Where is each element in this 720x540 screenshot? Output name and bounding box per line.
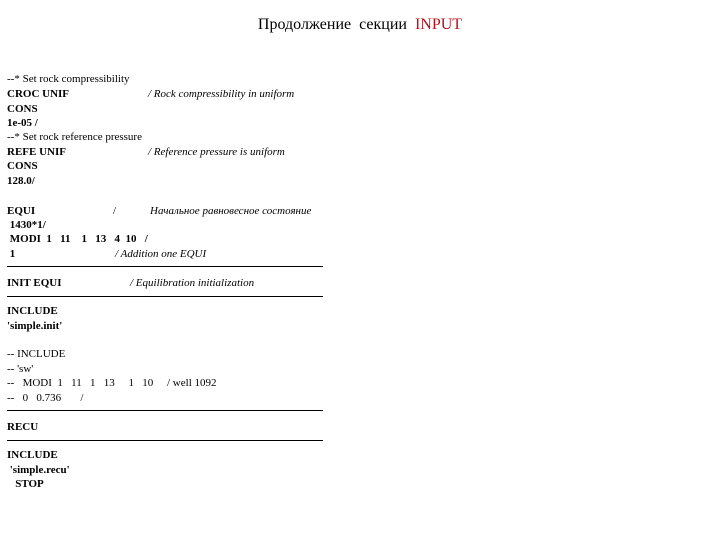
code-line: 'simple.init' — [7, 320, 63, 332]
comment-line: -- INCLUDE — [7, 348, 66, 360]
code-comment: / Equilibration initialization — [130, 277, 255, 289]
divider — [7, 440, 323, 441]
comment-line: -- MODI 1 11 1 13 1 10 / well 1092 — [7, 377, 217, 389]
code-line: STOP — [7, 478, 44, 490]
title-text: Продолжение секции — [257, 16, 415, 33]
code-line: INCLUDE — [7, 449, 58, 461]
comment-line: --* Set rock compressibility — [7, 73, 130, 85]
code-line: CROC UNIF — [7, 88, 70, 100]
divider — [7, 296, 323, 297]
code-line: 1 — [7, 248, 16, 260]
comment-line: -- 0 0.736 / — [7, 392, 84, 404]
code-line: REFE UNIF — [7, 146, 66, 158]
code-comment: Начальное равновесное состояние — [150, 205, 312, 217]
code-comment: / Rock compressibility in uniform — [148, 88, 295, 100]
code-line: EQUI — [7, 205, 36, 217]
code-comment: / Reference pressure is uniform — [148, 146, 285, 158]
code-line: 1e-05 / — [7, 117, 38, 129]
comment-line: --* Set rock reference pressure — [7, 131, 142, 143]
code-line: RECU — [7, 421, 39, 433]
code-line: MODI 1 11 1 13 4 10 / — [7, 233, 148, 245]
code-line: INCLUDE — [7, 305, 58, 317]
slide-title — [0, 16, 720, 34]
code-line: CONS — [7, 103, 38, 115]
title-highlight: INPUT — [414, 16, 463, 33]
code-line: CONS — [7, 160, 38, 172]
code-line: 128.0/ — [7, 175, 35, 187]
divider — [7, 266, 323, 267]
comment-line: -- 'sw' — [7, 363, 34, 375]
code-line: INIT EQUI — [7, 277, 62, 289]
divider — [7, 410, 323, 411]
code-comment: / Addition one EQUI — [115, 248, 207, 260]
code-slash: / — [113, 205, 117, 217]
code-line: 'simple.recu' — [7, 464, 70, 476]
code-line: 1430*1/ — [7, 219, 46, 231]
